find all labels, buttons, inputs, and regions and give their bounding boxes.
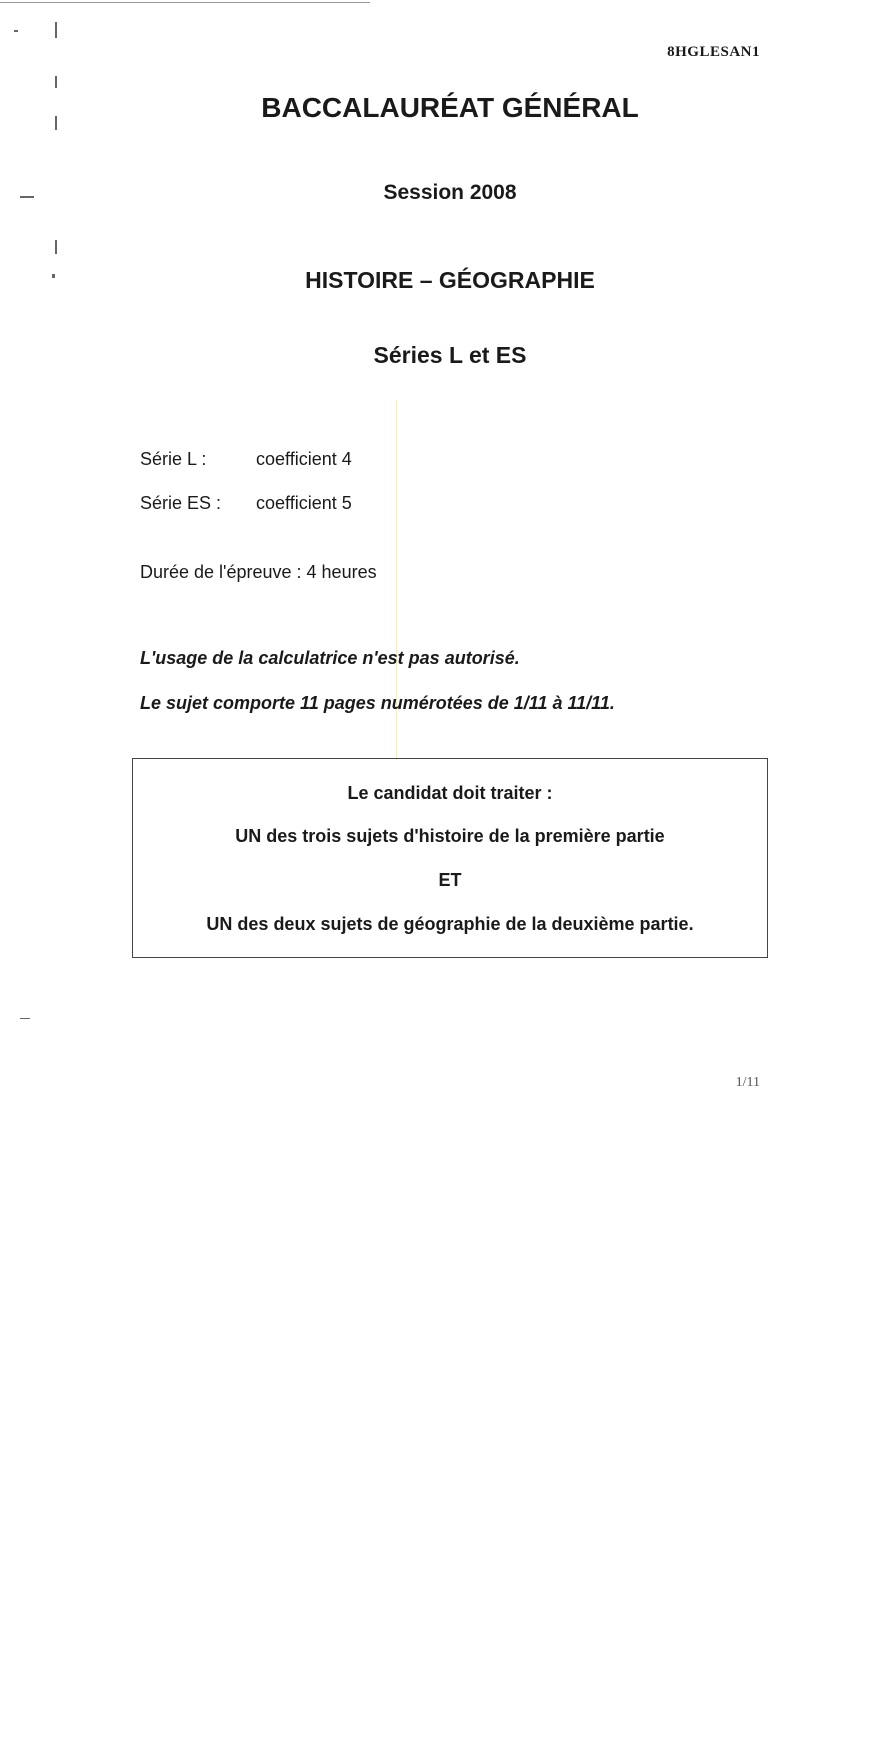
- session-year: Session 2008: [383, 181, 517, 204]
- page-number: 1/11: [735, 1075, 760, 1090]
- scan-speck: [55, 116, 57, 130]
- subject-title: HISTOIRE – GÉOGRAPHIE: [305, 267, 595, 293]
- coefficient-label: Série L :: [140, 449, 207, 469]
- series-title: Séries L et ES: [373, 342, 527, 368]
- scan-speck: [55, 76, 57, 88]
- scan-speck: [55, 240, 57, 254]
- exam-title: BACCALAURÉAT GÉNÉRAL: [261, 92, 639, 123]
- instructions-heading: Le candidat doit traiter :: [347, 783, 553, 803]
- instructions-box: [132, 758, 768, 958]
- scan-speck: [20, 1018, 30, 1019]
- coefficient-value: coefficient 4: [256, 449, 352, 469]
- instructions-connector: ET: [438, 870, 462, 890]
- scan-edge-line: [0, 2, 370, 3]
- page-count-note: Le sujet comporte 11 pages numérotées de 1/11 à 11/11.: [140, 693, 615, 713]
- document-code: 8HGLESAN1: [667, 44, 760, 60]
- scan-speck: [55, 22, 57, 38]
- scan-speck: [20, 196, 34, 198]
- coefficient-label: Série ES :: [140, 493, 222, 513]
- exam-duration: Durée de l'épreuve : 4 heures: [140, 562, 377, 582]
- instructions-geography: UN des deux sujets de géographie de la deuxième partie.: [206, 914, 694, 934]
- scan-speck: [52, 274, 55, 278]
- scan-speck: [14, 30, 18, 32]
- coefficient-value: coefficient 5: [256, 493, 352, 513]
- coefficient-row: [140, 449, 352, 470]
- calculator-note: L'usage de la calculatrice n'est pas autorisé.: [140, 648, 520, 668]
- coefficient-row: [140, 493, 352, 514]
- instructions-history: UN des trois sujets d'histoire de la première partie: [235, 826, 665, 846]
